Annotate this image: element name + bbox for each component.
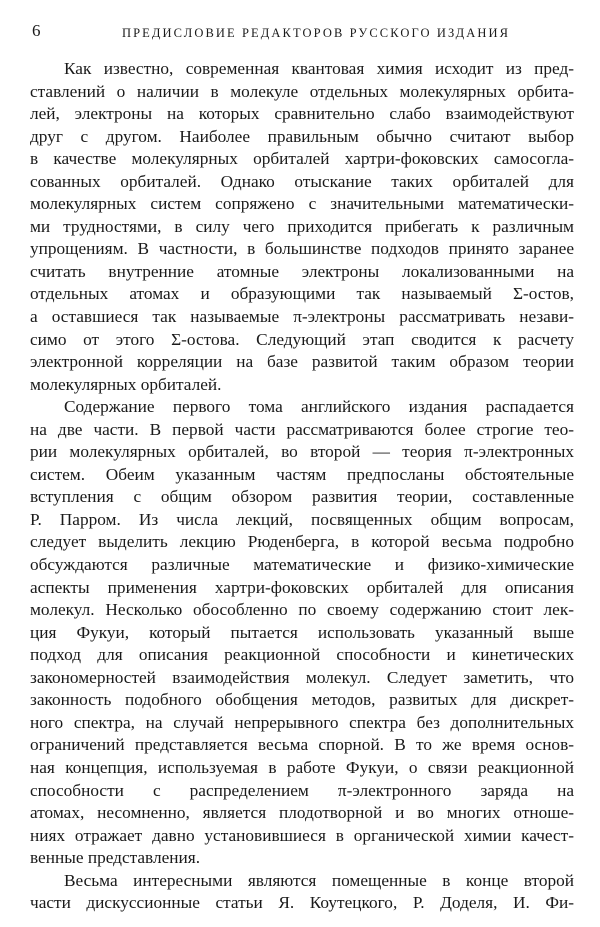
- paragraph: [30, 870, 574, 915]
- text-line: молекул. Несколько обособленно по своему содержанию стоит лек-: [30, 600, 574, 620]
- text-line: симо от этого Σ-остова. Следующий этап сводится к расчету: [30, 329, 574, 349]
- paragraph: [30, 396, 574, 869]
- text-line: молекулярных орбиталей.: [30, 374, 222, 394]
- text-line: Весьма интересными являются помещенные в конце второй: [64, 870, 574, 890]
- text-line: упрощениям. В частности, в большинстве подходов принято заранее: [30, 239, 574, 259]
- text-line: венные представления.: [30, 848, 201, 868]
- text-line: электронной корреляции на базе развитой таким образом теории: [30, 352, 574, 372]
- text-line: способности с распределением π-электронного заряда на: [30, 780, 574, 800]
- body-text: [30, 58, 574, 915]
- text-line: сованных орбиталей. Однако отыскание таких орбиталей для: [30, 171, 574, 191]
- text-line: а оставшиеся так называемые π-электроны рассматривать незави-: [30, 307, 574, 327]
- text-line: друг с другом. Наиболее правильным обычно считают выбор: [30, 126, 574, 146]
- running-head: ПРЕДИСЛОВИЕ РЕДАКТОРОВ РУССКОГО ИЗДАНИЯ: [121, 26, 511, 40]
- text-line: рии молекулярных орбиталей, во второй — теория π-электронных: [30, 442, 574, 462]
- text-line: отдельных атомах и образующими так называемый Σ-остов,: [30, 284, 574, 304]
- text-line: молекулярных систем сопряжено с значительными математически-: [30, 194, 574, 214]
- text-line: ция Фукуи, который пытается использовать указанный выше: [30, 622, 574, 642]
- text-line: считать внутренние атомные электроны локализованными на: [30, 261, 574, 281]
- text-line: Содержание первого тома английского издания распадается: [64, 397, 574, 417]
- text-line: части дискуссионные статьи Я. Коутецкого, Р. Доделя, И. Фи-: [30, 893, 574, 913]
- text-line: Как известно, современная квантовая химия исходит из пред-: [64, 59, 574, 78]
- text-line: лей, электроны на которых сравнительно слабо взаимодействуют: [30, 104, 574, 124]
- text-line: ниях отражает давно установившиеся в органической химии качест-: [30, 825, 574, 845]
- text-line: атомах, несомненно, является плодотворной и во многих отноше-: [30, 803, 574, 823]
- text-line: следует выделить лекцию Рюденберга, в которой весьма подробно: [30, 532, 574, 552]
- page-number: 6: [32, 21, 41, 40]
- paragraph: [30, 58, 574, 396]
- text-line: ного спектра, на случай непрерывного спектра без дополнительных: [30, 712, 574, 732]
- text-line: обсуждаются различные математические и физико-химические: [30, 555, 574, 575]
- text-line: Р. Парром. Из числа лекций, посвященных общим вопросам,: [30, 509, 574, 529]
- text-line: ная концепция, используемая в работе Фукуи, о связи реакционной: [30, 757, 574, 777]
- text-line: систем. Обеим указанным частям предпосланы обстоятельные: [30, 464, 574, 484]
- text-line: законность подобного обобщения методов, развитых для дискрет-: [30, 690, 574, 710]
- text-line: закономерностей взаимодействия молекул. Следует заметить, что: [30, 667, 574, 687]
- text-line: ми трудностями, в силу чего приходится прибегать к различным: [30, 216, 574, 236]
- text-line: аспекты применения хартри-фоковских орбиталей для описания: [30, 577, 574, 597]
- text-line: в качестве молекулярных орбиталей хартри-фоковских самосогла-: [30, 149, 574, 169]
- text-line: на две части. В первой части рассматриваются более строгие тео-: [30, 419, 574, 439]
- text-line: вступления с общим обзором развития теории, составленные: [30, 487, 574, 507]
- text-line: ставлений о наличии в молекуле отдельных молекулярных орбита-: [30, 81, 574, 101]
- text-line: ограничений представляется весьма спорной. В то же время основ-: [30, 735, 574, 755]
- text-line: подход для описания реакционной способности и кинетических: [30, 645, 574, 665]
